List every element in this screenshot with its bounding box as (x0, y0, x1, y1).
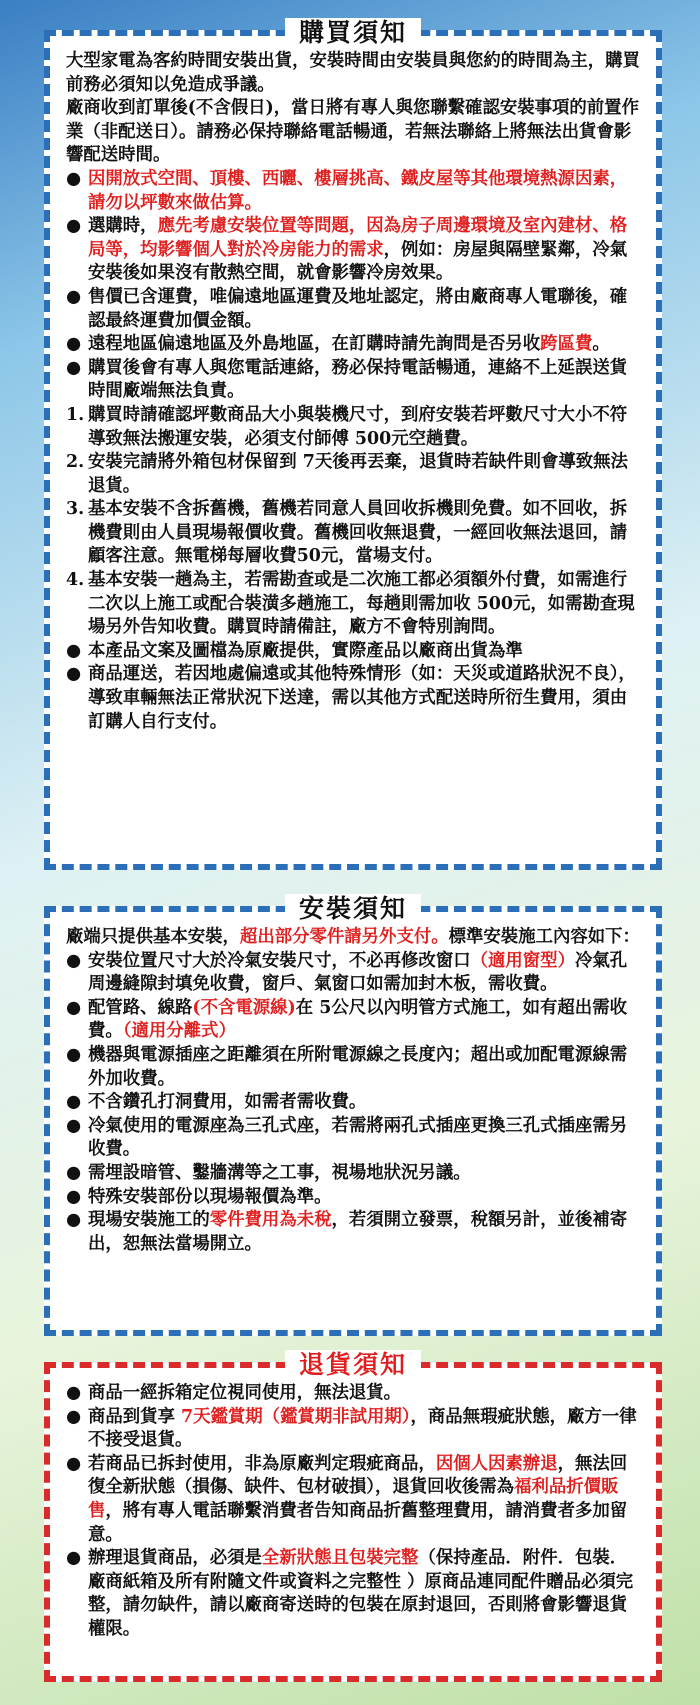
bullet-icon: ● (66, 640, 82, 661)
install-notice-title: 安裝須知 (50, 894, 656, 924)
numbered-item: 3. 基本安裝不含拆舊機，舊機若同意人員回收拆機則免費。如不回收，拆機費則由人員現場報價收費。舊機回收無退費，一經回收無法退回，請顧客注意。無電梯每層收費50元，當場支付。 (66, 499, 628, 567)
bullet-icon: ● (66, 168, 82, 189)
bullet-icon: ● (66, 286, 82, 307)
list-item: ● 機器與電源插座之距離須在所附電源線之長度內；超出或加配電源線需外加收費。 (66, 1044, 642, 1091)
list-item: ● 商品一經拆箱定位視同使用，無法退貨。 (66, 1382, 642, 1406)
bullet-icon: ● (66, 950, 82, 971)
numbered-item: 2. 安裝完請將外箱包材保留到 7天後再丟棄，退貨時若缺件則會導致無法退貨。 (66, 452, 628, 496)
purchase-intro-1: 大型家電為客約時間安裝出貨，安裝時間由安裝員與您約的時間為主，購買前務必須知以免造成爭議。 (66, 51, 640, 95)
bullet-icon: ● (66, 216, 82, 237)
list-item: ● 冷氣使用的電源座為三孔式座，若需將兩孔式插座更換三孔式插座需另收費。 (66, 1115, 642, 1162)
bullet-icon: ● (66, 1044, 82, 1065)
bullet-icon: ● (66, 1115, 82, 1136)
purchase-intro-2: 廠商收到訂單後(不含假日)，當日將有專人與您聯繫確認安裝事項的前置作業（非配送日）。請務必保持聯絡電話暢通，若無法聯絡上將無法出貨會影響配送時間。 (66, 98, 639, 166)
list-item: ● 遠程地區偏遠地區及外島地區，在訂購時請先詢問是否另收跨區費。 (66, 333, 642, 357)
bullet-icon: ● (66, 1453, 82, 1474)
list-item: ● 辦理退貨商品，必須是全新狀態且包裝完整（保持產品．附件．包裝．廠商紙箱及所有附隨文件或資料之完整性 ）原商品連同配件贈品必須完整，請勿缺件，請以廠商寄送時的包裝在原封退回，否則將會影響退貨權限。 (66, 1547, 642, 1641)
bullet-icon: ● (66, 357, 82, 378)
bullet-icon: ● (66, 997, 82, 1018)
list-item: ● 選購時，應先考慮安裝位置等問題，因為房子周邊環境及室內建材、格局等，均影響個人對於冷房能力的需求，例如：房屋與隔壁緊鄰，冷氣安裝後如果沒有散熱空間，就會影響冷房效果。 (66, 215, 642, 286)
list-item: ● 安裝位置尺寸大於冷氣安裝尺寸，不必再修改窗口（適用窗型）冷氣孔周邊縫隙封填免收費，窗戶、氣窗口如需加封木板，需收費。 (66, 950, 642, 997)
bullet-icon: ● (66, 1406, 82, 1427)
list-item: ● 購買後會有專人與您電話連絡，務必保持電話暢通，連絡不上延誤送貨時間廠端無法負責。 (66, 357, 642, 404)
list-item: ● 商品運送，若因地處偏遠或其他特殊情形（如：天災或道路狀況不良），導致車輛無法正常狀況下送達，需以其他方式配送時所衍生費用，須由訂購人自行支付。 (66, 663, 642, 734)
numbered-item: 4. 基本安裝一趟為主，若需勘查或是二次施工都必須額外付費，如需進行二次以上施工或配合裝潢多趟施工，每趟則需加收 500元，如需勘查現場另外告知收費。購買時請備註，廠方不會特別詢問。 (66, 570, 635, 638)
install-intro: 廠端只提供基本安裝，超出部分零件請另外支付。標準安裝施工內容如下： (66, 927, 640, 947)
bullet-icon: ● (66, 334, 82, 355)
install-notice-panel (44, 894, 662, 1336)
bullet-icon: ● (66, 1092, 82, 1113)
list-item: ● 不含鑽孔打洞費用，如需者需收費。 (66, 1091, 642, 1115)
bullet-icon: ● (66, 664, 82, 685)
list-item: ● 售價已含運費，唯偏遠地區運費及地址認定，將由廠商專人電聯後，確認最終運費加價金額。 (66, 286, 642, 333)
return-notice-panel (44, 1350, 662, 1682)
bullet-icon: ● (66, 1210, 82, 1231)
purchase-notice-panel (44, 18, 662, 870)
bullet-icon: ● (66, 1186, 82, 1207)
list-item: ● 特殊安裝部份以現場報價為準。 (66, 1186, 642, 1210)
list-item: ● 本產品文案及圖檔為原廠提供，實際產品以廠商出貨為準 (66, 640, 642, 664)
bullet-icon: ● (66, 1162, 82, 1183)
list-item: ● 若商品已拆封使用，非為原廠判定瑕疵商品，因個人因素辦退，無法回復全新狀態（損傷、缺件、包材破損），退貨回收後需為福利品折價販售，將有專人電話聯繫消費者告知商品折舊整理費用，請消費者多加留意。 (66, 1453, 642, 1547)
list-item: ● 現場安裝施工的零件費用為未稅，若須開立發票，稅額另計，並後補寄出，恕無法當場開立。 (66, 1209, 642, 1256)
bullet-icon: ● (66, 1383, 82, 1403)
return-notice-title: 退貨須知 (50, 1350, 656, 1380)
purchase-notice-title: 購買須知 (50, 18, 656, 48)
bullet-icon: ● (66, 1548, 82, 1569)
list-item: ● 商品到貨享 7天鑑賞期（鑑賞期非試用期），商品無瑕疵狀態，廠方一律不接受退貨。 (66, 1406, 642, 1453)
list-item: ● 因開放式空間、頂樓、西曬、樓層挑高、鐵皮屋等其他環境熱源因素，請勿以坪數來做估算。 (66, 168, 642, 215)
list-item: ● 需埋設暗管、鑿牆溝等之工事，視場地狀況另議。 (66, 1162, 642, 1186)
list-item: ● 配管路、線路(不含電源線)在 5公尺以內明管方式施工，如有超出需收費。（適用分離式） (66, 997, 642, 1044)
numbered-item: 1. 購買時請確認坪數商品大小與裝機尺寸，到府安裝若坪數尺寸大小不符導致無法搬運安裝，必須支付師傅 500元空趟費。 (66, 404, 628, 449)
